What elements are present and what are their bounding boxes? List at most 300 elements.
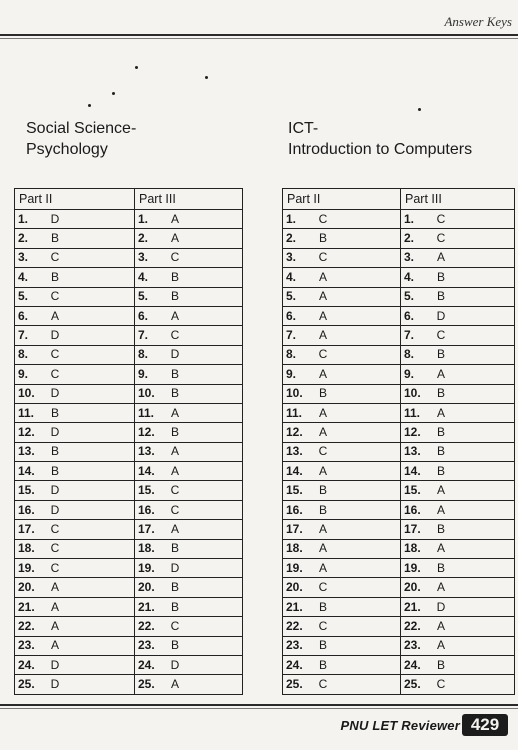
table-row (15, 655, 243, 674)
item-number: 5. (286, 289, 297, 304)
part-left-cell (283, 655, 401, 674)
part-left-cell (15, 520, 135, 539)
table-row (283, 578, 515, 597)
item-number: 18. (138, 541, 155, 556)
part-left-cell (15, 268, 135, 287)
answer-letter: B (50, 269, 59, 284)
part-right-cell (135, 500, 243, 519)
answer-letter: A (318, 308, 327, 323)
item-number: 7. (138, 328, 149, 343)
item-number: 9. (18, 366, 29, 381)
answer-letter: D (50, 483, 60, 498)
item-number: 22. (138, 618, 155, 633)
answer-letter: B (170, 580, 179, 595)
part-left-cell (283, 326, 401, 345)
table-row (15, 365, 243, 384)
answer-letter: C (318, 677, 328, 692)
answer-letter: B (318, 657, 327, 672)
section-title-line1: ICT- (288, 120, 319, 137)
answer-letter: A (318, 328, 327, 343)
part-right-cell (401, 539, 515, 558)
answer-letter: B (170, 638, 179, 653)
table-row (283, 675, 515, 694)
item-number: 22. (286, 618, 303, 633)
answer-letter: B (318, 483, 327, 498)
answer-letter: A (50, 618, 59, 633)
item-number: 7. (404, 328, 415, 343)
answer-letter: B (436, 560, 445, 575)
footer-label: PNU LET Reviewer (340, 718, 460, 733)
answer-letter: D (50, 211, 60, 226)
header-rule (0, 34, 518, 36)
part-right-cell (135, 403, 243, 422)
item-number: 10. (404, 386, 421, 401)
part-right-cell (401, 559, 515, 578)
part-left-cell (283, 481, 401, 500)
answer-letter: C (170, 483, 180, 498)
answer-letter: B (170, 366, 179, 381)
item-number: 21. (138, 599, 155, 614)
answer-letter: A (318, 541, 327, 556)
table-row (283, 423, 515, 442)
item-number: 15. (138, 483, 155, 498)
item-number: 2. (138, 231, 149, 246)
item-number: 16. (404, 502, 421, 517)
answer-letter: B (50, 405, 59, 420)
table-row (283, 520, 515, 539)
answer-letter: C (318, 618, 328, 633)
table-row (15, 636, 243, 655)
table-row (15, 597, 243, 616)
answer-letter: A (436, 638, 445, 653)
item-number: 12. (404, 424, 421, 439)
answer-letter: A (318, 405, 327, 420)
answer-letter: B (170, 289, 179, 304)
table-row (15, 423, 243, 442)
table-row (283, 597, 515, 616)
part-right-cell (401, 365, 515, 384)
table-row (15, 520, 243, 539)
answer-letter: B (436, 347, 445, 362)
answer-letter: C (50, 521, 60, 536)
part-right-header: Part III (135, 189, 243, 210)
answer-letter: C (50, 250, 60, 265)
item-number: 17. (18, 521, 35, 536)
speck (135, 66, 138, 69)
part-left-cell (15, 442, 135, 461)
item-number: 23. (404, 638, 421, 653)
item-number: 13. (138, 444, 155, 459)
table-row (15, 539, 243, 558)
answer-letter: D (50, 677, 60, 692)
part-left-cell (15, 287, 135, 306)
part-right-cell (401, 597, 515, 616)
table-row (15, 403, 243, 422)
part-left-cell (283, 500, 401, 519)
answer-letter: A (170, 521, 179, 536)
part-left-cell (15, 597, 135, 616)
item-number: 6. (18, 308, 29, 323)
table-row (15, 500, 243, 519)
answer-letter: B (170, 541, 179, 556)
item-number: 8. (404, 347, 415, 362)
answer-table-psychology (14, 188, 243, 695)
part-left-cell (15, 306, 135, 325)
part-right-cell (401, 229, 515, 248)
answer-letter: C (318, 580, 328, 595)
answer-letter: C (170, 618, 180, 633)
part-left-header: Part II (15, 189, 135, 210)
answer-letter: C (50, 560, 60, 575)
part-right-cell (401, 248, 515, 267)
item-number: 2. (286, 231, 297, 246)
answer-letter: B (318, 502, 327, 517)
answer-letter: A (436, 250, 445, 265)
item-number: 1. (286, 211, 297, 226)
part-left-cell (15, 636, 135, 655)
item-number: 14. (18, 463, 35, 478)
item-number: 2. (18, 231, 29, 246)
part-left-cell (283, 597, 401, 616)
table-row (283, 365, 515, 384)
part-right-cell (401, 462, 515, 481)
answer-letter: A (50, 638, 59, 653)
part-right-cell (401, 423, 515, 442)
table-header-row (15, 189, 243, 210)
item-number: 8. (138, 347, 149, 362)
item-number: 20. (18, 580, 35, 595)
answer-letter: A (170, 231, 179, 246)
part-left-cell (283, 636, 401, 655)
table-row (15, 345, 243, 364)
table-row (15, 306, 243, 325)
answer-letter: C (436, 328, 446, 343)
answer-letter: D (50, 502, 60, 517)
item-number: 19. (286, 560, 303, 575)
part-right-cell (401, 481, 515, 500)
part-right-cell (135, 345, 243, 364)
part-right-cell (135, 384, 243, 403)
item-number: 11. (138, 405, 155, 420)
item-number: 7. (286, 328, 297, 343)
table-row (283, 655, 515, 674)
item-number: 23. (18, 638, 35, 653)
part-left-cell (15, 345, 135, 364)
part-right-cell (135, 268, 243, 287)
item-number: 3. (286, 250, 297, 265)
item-number: 11. (286, 405, 303, 420)
footer-rule-thin (0, 708, 518, 709)
part-left-cell (283, 520, 401, 539)
answer-letter: A (436, 618, 445, 633)
table-row (283, 326, 515, 345)
answer-letter: B (170, 599, 179, 614)
table-row (283, 384, 515, 403)
part-left-cell (15, 326, 135, 345)
section-title-line2: Psychology (26, 141, 108, 158)
answer-letter: A (436, 366, 445, 381)
part-right-cell (135, 423, 243, 442)
item-number: 14. (286, 463, 303, 478)
answer-rows (15, 210, 243, 695)
part-left-cell (15, 403, 135, 422)
item-number: 24. (18, 657, 35, 672)
answer-table-ict (282, 188, 515, 695)
part-left-cell (15, 539, 135, 558)
part-right-cell (135, 636, 243, 655)
table-row (283, 287, 515, 306)
table-row (283, 306, 515, 325)
table-row (283, 559, 515, 578)
page-number: 429 (462, 714, 508, 736)
answer-letter: B (318, 386, 327, 401)
item-number: 16. (18, 502, 35, 517)
part-right-cell (135, 481, 243, 500)
part-right-cell (135, 578, 243, 597)
item-number: 20. (138, 580, 155, 595)
answer-letter: B (170, 386, 179, 401)
part-right-cell (135, 229, 243, 248)
item-number: 8. (18, 347, 29, 362)
table-row (283, 345, 515, 364)
answer-letter: D (170, 347, 180, 362)
part-right-cell (135, 287, 243, 306)
answer-letter: B (436, 521, 445, 536)
item-number: 18. (404, 541, 421, 556)
item-number: 13. (286, 444, 303, 459)
item-number: 21. (404, 599, 421, 614)
part-right-cell (135, 442, 243, 461)
part-right-cell (135, 655, 243, 674)
part-right-cell (401, 675, 515, 694)
section-title-line2: Introduction to Computers (288, 141, 473, 158)
answer-letter: D (50, 386, 60, 401)
item-number: 13. (404, 444, 421, 459)
part-left-cell (283, 578, 401, 597)
item-number: 11. (18, 405, 35, 420)
part-right-cell (401, 617, 515, 636)
part-right-cell (135, 597, 243, 616)
item-number: 25. (18, 677, 35, 692)
table-row (283, 403, 515, 422)
item-number: 6. (138, 308, 149, 323)
answer-letter: A (170, 677, 179, 692)
answer-letter: D (436, 308, 446, 323)
answer-letter: B (50, 463, 59, 478)
part-left-cell (15, 462, 135, 481)
table-row (15, 384, 243, 403)
answer-letter: B (436, 444, 445, 459)
table-row (15, 442, 243, 461)
item-number: 20. (286, 580, 303, 595)
part-left-cell (283, 306, 401, 325)
table-row (283, 210, 515, 229)
item-number: 6. (286, 308, 297, 323)
item-number: 16. (286, 502, 303, 517)
item-number: 12. (138, 424, 155, 439)
answer-letter: B (318, 231, 327, 246)
item-number: 2. (404, 231, 415, 246)
table-row (15, 675, 243, 694)
part-left-cell (15, 248, 135, 267)
table-row (283, 636, 515, 655)
answer-letter: C (50, 347, 60, 362)
item-number: 19. (404, 560, 421, 575)
answer-letter: A (318, 463, 327, 478)
table-row (15, 578, 243, 597)
item-number: 24. (138, 657, 155, 672)
table-row (283, 481, 515, 500)
part-left-cell (283, 462, 401, 481)
answer-letter: C (50, 366, 60, 381)
answer-letter: B (50, 444, 59, 459)
item-number: 21. (18, 599, 35, 614)
item-number: 4. (138, 269, 149, 284)
answer-letter: A (436, 580, 445, 595)
section-title-line1: Social Science- (26, 120, 137, 137)
part-left-cell (283, 248, 401, 267)
item-number: 22. (18, 618, 35, 633)
item-number: 4. (18, 269, 29, 284)
part-right-cell (135, 617, 243, 636)
item-number: 1. (404, 211, 415, 226)
item-number: 23. (286, 638, 303, 653)
item-number: 13. (18, 444, 35, 459)
answer-letter: B (50, 231, 59, 246)
part-left-cell (283, 675, 401, 694)
answer-letter: A (318, 366, 327, 381)
answer-letter: B (436, 424, 445, 439)
table-row (283, 248, 515, 267)
item-number: 12. (18, 424, 35, 439)
answer-letter: C (50, 541, 60, 556)
answer-letter: C (318, 444, 328, 459)
part-right-cell (401, 500, 515, 519)
part-right-cell (135, 675, 243, 694)
item-number: 1. (138, 211, 149, 226)
table-row (283, 617, 515, 636)
table-row (15, 617, 243, 636)
part-right-cell (401, 326, 515, 345)
item-number: 17. (138, 521, 155, 536)
item-number: 22. (404, 618, 421, 633)
answer-letter: A (170, 444, 179, 459)
table-row (283, 500, 515, 519)
part-left-cell (283, 229, 401, 248)
speck (112, 92, 115, 95)
answer-letter: C (436, 211, 446, 226)
part-right-cell (135, 520, 243, 539)
answer-letter: B (318, 638, 327, 653)
answer-letter: C (170, 328, 180, 343)
answer-letter: A (318, 289, 327, 304)
item-number: 10. (18, 386, 35, 401)
part-left-cell (15, 559, 135, 578)
item-number: 25. (404, 677, 421, 692)
part-right-cell (135, 365, 243, 384)
table-row (15, 462, 243, 481)
item-number: 3. (138, 250, 149, 265)
item-number: 19. (18, 560, 35, 575)
item-number: 12. (286, 424, 303, 439)
part-left-cell (283, 365, 401, 384)
part-right-cell (135, 326, 243, 345)
answer-letter: A (318, 269, 327, 284)
item-number: 3. (18, 250, 29, 265)
table-row (283, 539, 515, 558)
item-number: 14. (404, 463, 421, 478)
part-right-cell (401, 384, 515, 403)
answer-letter: D (50, 657, 60, 672)
part-left-cell (283, 287, 401, 306)
part-left-cell (15, 423, 135, 442)
answer-letter: A (318, 521, 327, 536)
part-left-cell (15, 675, 135, 694)
part-left-cell (15, 365, 135, 384)
answer-letter: A (318, 560, 327, 575)
part-right-cell (401, 520, 515, 539)
answer-letter: D (170, 657, 180, 672)
part-right-cell (135, 210, 243, 229)
item-number: 10. (138, 386, 155, 401)
part-left-cell (283, 539, 401, 558)
part-right-cell (135, 559, 243, 578)
item-number: 20. (404, 580, 421, 595)
part-left-cell (15, 229, 135, 248)
part-left-cell (283, 442, 401, 461)
part-left-cell (283, 617, 401, 636)
item-number: 24. (286, 657, 303, 672)
table-row (15, 268, 243, 287)
table-row (15, 287, 243, 306)
part-right-cell (401, 345, 515, 364)
part-right-cell (401, 655, 515, 674)
answer-letter: B (436, 386, 445, 401)
part-right-cell (135, 306, 243, 325)
item-number: 17. (286, 521, 303, 536)
item-number: 16. (138, 502, 155, 517)
answer-letter: B (436, 657, 445, 672)
answer-letter: D (436, 599, 446, 614)
item-number: 23. (138, 638, 155, 653)
part-right-cell (401, 268, 515, 287)
item-number: 4. (286, 269, 297, 284)
answer-letter: C (318, 211, 328, 226)
table-row (15, 481, 243, 500)
answer-letter: D (170, 560, 180, 575)
speck (88, 104, 91, 107)
part-right-cell (401, 636, 515, 655)
item-number: 8. (286, 347, 297, 362)
item-number: 24. (404, 657, 421, 672)
answer-letter: A (436, 483, 445, 498)
answer-letter: A (318, 424, 327, 439)
item-number: 1. (18, 211, 29, 226)
speck (418, 108, 421, 111)
table-row (283, 268, 515, 287)
item-number: 21. (286, 599, 303, 614)
part-left-cell (15, 655, 135, 674)
part-left-cell (15, 617, 135, 636)
answer-letter: D (50, 424, 60, 439)
part-left-cell (283, 345, 401, 364)
part-right-cell (401, 306, 515, 325)
answer-letter: A (50, 599, 59, 614)
table-row (15, 229, 243, 248)
answer-letter: B (436, 463, 445, 478)
part-right-cell (135, 539, 243, 558)
item-number: 9. (404, 366, 415, 381)
